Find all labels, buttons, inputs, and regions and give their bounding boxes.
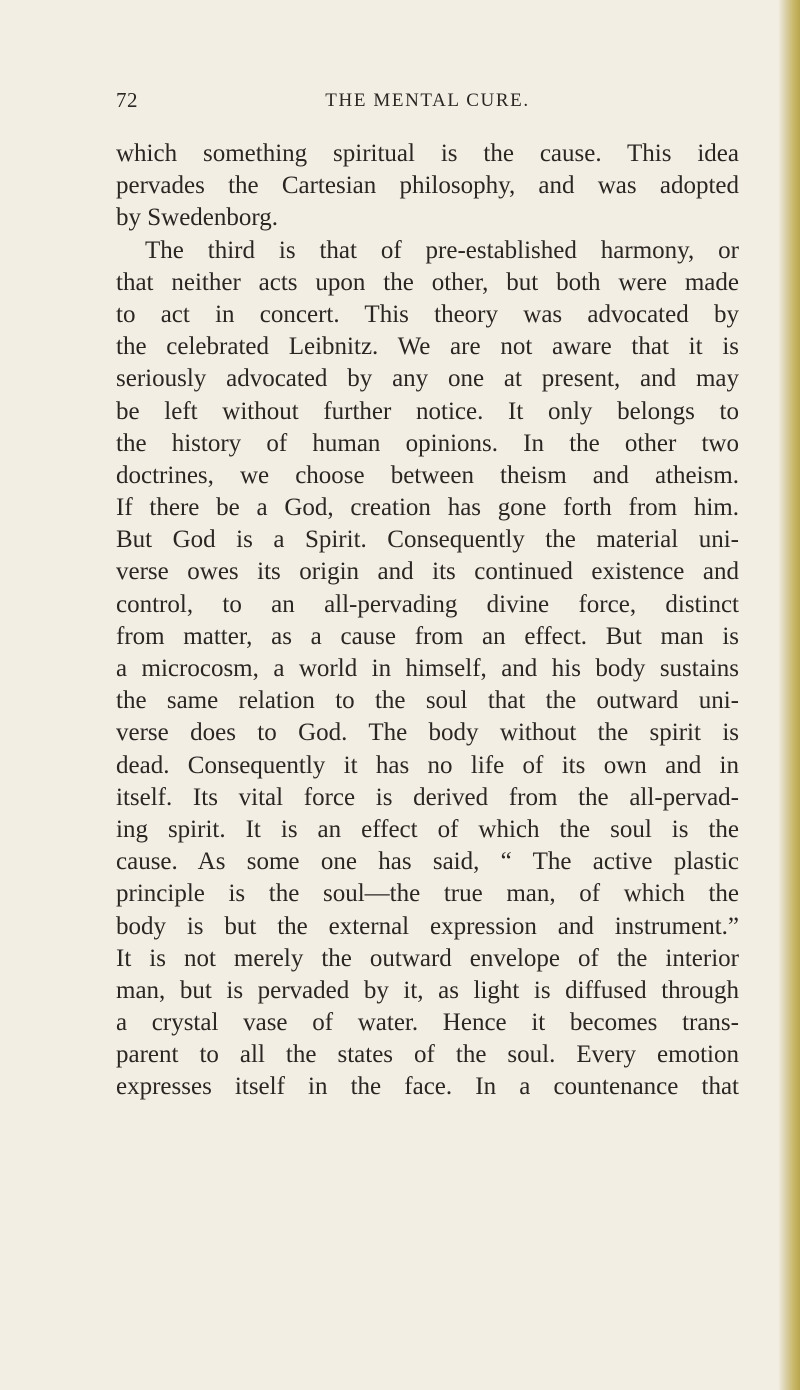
- text-line: to act in concert. This theory was advocated by: [116, 300, 739, 328]
- text-line: the same relation to the soul that the outward uni-: [116, 687, 739, 715]
- text-line: ing spirit. It is an effect of which the soul is the: [116, 815, 739, 843]
- text-line: which something spiritual is the cause. This idea: [116, 140, 739, 167]
- text-line: verse owes its origin and its continued existence and: [116, 558, 739, 586]
- text-line: pervades the Cartesian philosophy, and was adopted: [116, 172, 739, 200]
- page-edge: [778, 0, 800, 1390]
- text-line: the celebrated Leibnitz. We are not aware that it is: [116, 333, 739, 361]
- text-line: the history of human opinions. In the other two: [116, 429, 739, 457]
- running-head: THE MENTAL CURE.: [325, 90, 530, 111]
- text-line: by Swedenborg.: [116, 204, 279, 232]
- text-line: itself. Its vital force is derived from the all-pervad-: [116, 783, 739, 811]
- text-line: man, but is pervaded by it, as light is diffused through: [116, 976, 739, 1004]
- text-line: control, to an all-pervading divine force, distinct: [116, 590, 739, 618]
- text-line: doctrines, we choose between theism and atheism.: [116, 461, 739, 489]
- page-number: 72: [116, 88, 138, 112]
- text-line: seriously advocated by any one at present, and may: [116, 365, 739, 393]
- page-header: [116, 88, 739, 120]
- body-text: [116, 138, 739, 1104]
- text-line: But God is a Spirit. Consequently the material uni-: [116, 526, 739, 554]
- text-line: It is not merely the outward envelope of the interior: [116, 944, 739, 972]
- text-line: verse does to God. The body without the spirit is: [116, 719, 739, 747]
- text-line: The third is that of pre-established harmony, or: [145, 236, 739, 264]
- text-line: be left without further notice. It only belongs to: [116, 397, 739, 425]
- text-line: principle is the soul—the true man, of which the: [116, 880, 739, 908]
- text-line: that neither acts upon the other, but both were made: [116, 268, 739, 296]
- text-line: body is but the external expression and instrument.”: [116, 912, 739, 940]
- text-line: expresses itself in the face. In a countenance that: [116, 1073, 739, 1101]
- text-line: cause. As some one has said, “ The active plastic: [116, 848, 739, 876]
- text-line: dead. Consequently it has no life of its own and in: [116, 751, 739, 779]
- text-line: from matter, as a cause from an effect. But man is: [116, 622, 739, 650]
- text-line: a microcosm, a world in himself, and his body sustains: [116, 655, 739, 682]
- text-line: a crystal vase of water. Hence it becomes trans-: [116, 1009, 739, 1037]
- text-line: parent to all the states of the soul. Every emotion: [116, 1041, 739, 1069]
- text-line: If there be a God, creation has gone forth from him.: [116, 494, 739, 522]
